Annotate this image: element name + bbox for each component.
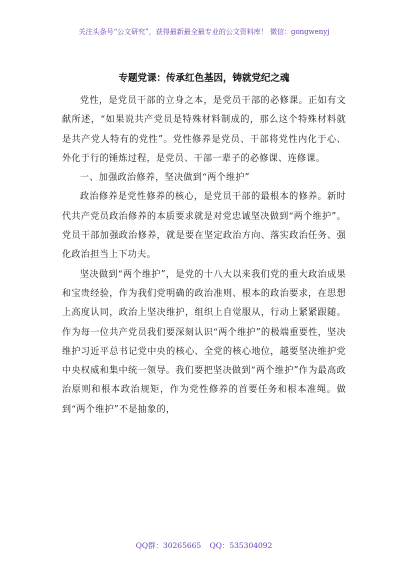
document-title: 专题党课：传承红色基因，铸就党纪之魂 [118, 73, 290, 84]
qq-group-number: QQ群：30265665 [135, 541, 202, 550]
body-paragraph: 党性，是党员干部的立身之本，是党员干部的必修课。正如有文献所述，“如果说共产党员是特殊材料制成的，那么这个特殊材料就是共产党人特有的党性”。党性修养是党员、干部将党性内化于心、外化于行的锤炼过程，是党员、干部一辈子的必修课、连修课。 [62, 96, 346, 164]
body-paragraph: 坚决做到“两个维护”，是党的十八大以来我们党的重大政治成果和宝贵经验，作为我们党明确的政治准则、根本的政治要求，在思想上高度认同，政治上坚决维护，组织上自觉服从，行动上紧紧跟随。作为每一位共产党员我们要深刻认识“两个维护”的极端重要性，坚决维护习近平总书记党中央的核心、全党的核心地位，越要坚决维护党中央权威和集中统一领导。我们要把坚决做到“两个维护”作为最高政治原则和根本政治规矩，作为党性修养的首要任务和根本准绳。做到“两个维护”不是抽象的， [62, 269, 346, 415]
page-footer [0, 540, 408, 551]
document-body [62, 92, 346, 420]
body-paragraph: 政治修养是党性修养的核心，是党员干部的最根本的修养。新时代共产党员政治修养的本质要求就是对党忠诚坚决做到“两个维护”。党员干部加强政治修养，就是要在坚定政治方向、落实政治任务、强化政治担当上下功夫。 [62, 192, 346, 261]
page-header-banner: 关注头条号“公文研究”，获得最新最全最专业的公文资料库！ 微信：gongwenyj [78, 28, 330, 36]
section-heading: 一、加强政治修养，坚决做到“两个维护” [80, 173, 250, 184]
qq-contact-number: QQ：535304092 [209, 541, 273, 550]
